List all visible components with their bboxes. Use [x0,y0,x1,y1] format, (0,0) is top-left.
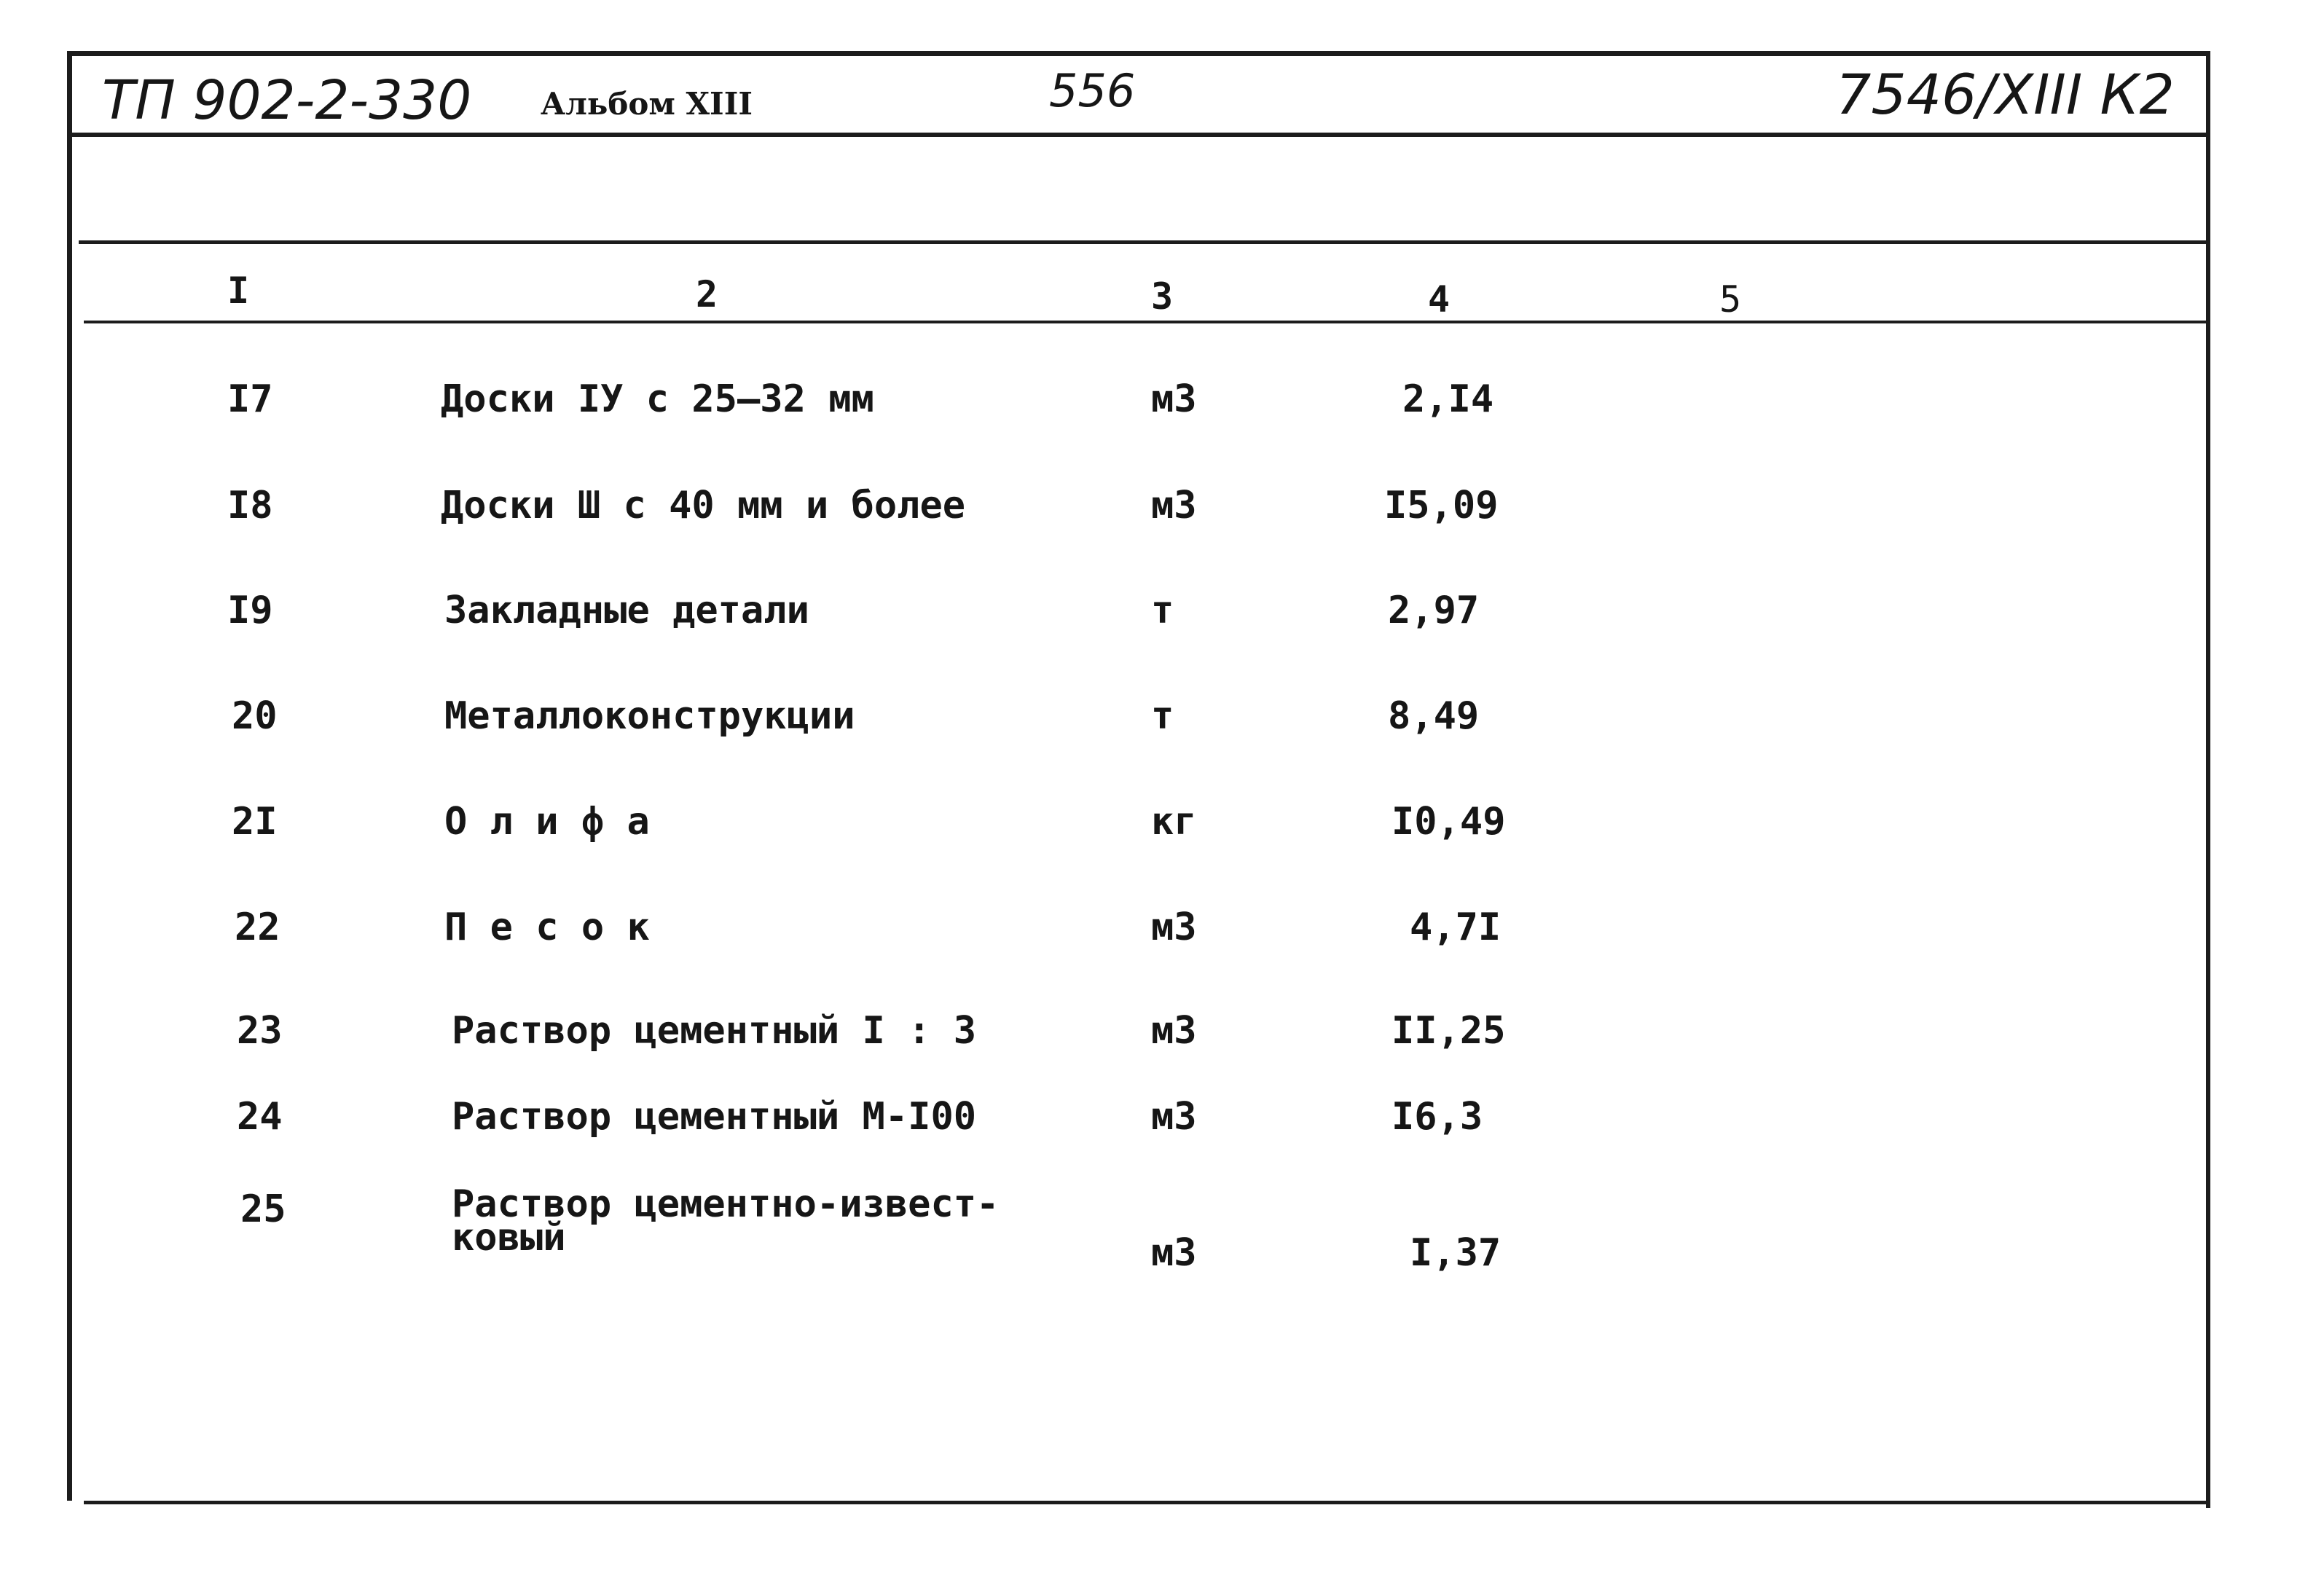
header-divider-line [67,133,2210,137]
row-number: I8 [227,484,273,527]
frame-bottom-line [84,1501,2210,1504]
row-number: 22 [235,906,280,949]
row-number: 20 [232,694,278,738]
row-number: 24 [237,1095,283,1139]
quantity: I5,09 [1384,484,1499,527]
material-name: Металлоконструкции [444,694,855,738]
material-name: Раствор цементно-извест- ковый [452,1182,1000,1260]
material-name: Раствор цементный М-I00 [452,1095,977,1139]
row-number: 2I [232,800,278,844]
material-name: О л и ф а [444,800,650,844]
column-number: I [227,270,250,312]
inventory-number: 7546/XIII К2 [1836,62,2175,127]
unit: кг [1151,800,1197,844]
frame-left-line [67,51,72,1501]
row-number: I7 [227,377,273,421]
table-header-top-line [79,240,2207,244]
row-number: 23 [237,1009,283,1053]
project-code: ТП 902-2-330 [102,69,472,132]
material-name: П е с о к [444,906,650,949]
quantity: I0,49 [1391,800,1506,844]
column-number: 4 [1428,278,1450,321]
quantity: I,37 [1410,1231,1501,1275]
row-number: 25 [240,1187,286,1231]
unit: м3 [1151,1009,1197,1053]
quantity: I6,3 [1391,1095,1483,1139]
material-name: Доски IУ с 25–32 мм [441,377,874,421]
quantity: 8,49 [1388,694,1480,738]
unit: т [1151,589,1174,632]
unit: м3 [1151,1095,1197,1139]
frame-right-line [2206,51,2210,1508]
unit: м3 [1151,906,1197,949]
material-name: Закладные детали [444,589,809,632]
column-number: 3 [1151,275,1174,318]
unit: т [1151,694,1174,738]
quantity: 2,I4 [1402,377,1494,421]
row-number: I9 [227,589,273,632]
quantity: 4,7I [1410,906,1501,949]
frame-top-line [67,51,2209,56]
album-label: Альбом XIII [541,86,753,122]
unit: м3 [1151,1231,1197,1275]
table-header-bottom-line [84,321,2207,323]
quantity: 2,97 [1388,589,1480,632]
material-name: Доски Ш с 40 мм и более [441,484,966,527]
column-number: 2 [696,273,718,315]
material-name: Раствор цементный I : 3 [452,1009,977,1053]
unit: м3 [1151,484,1197,527]
column-number: 5 [1719,278,1742,321]
quantity: II,25 [1391,1009,1506,1053]
unit: м3 [1151,377,1197,421]
page-number: 556 [1049,64,1136,117]
